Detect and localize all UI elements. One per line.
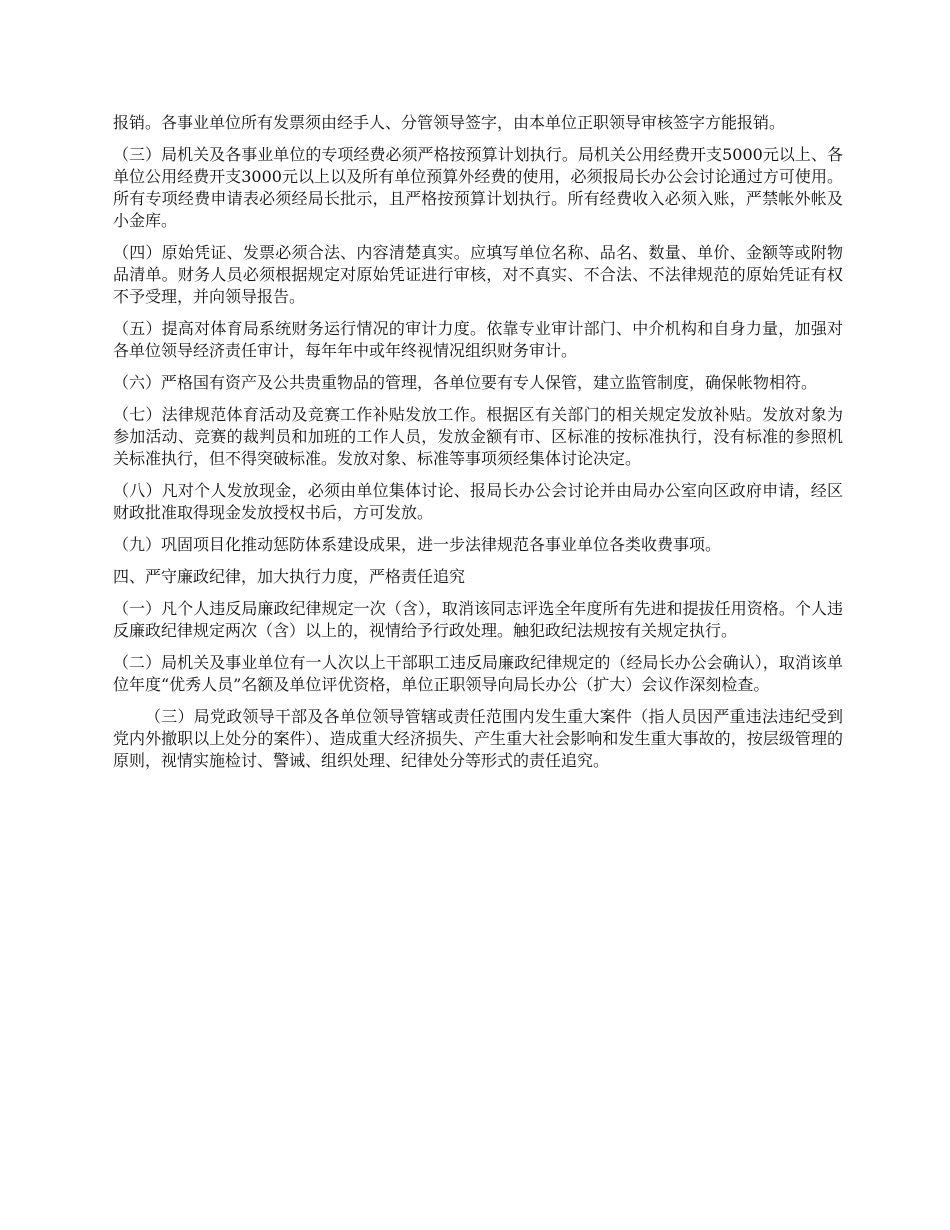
paragraph-unit-violations: （二）局机关及事业单位有一人次以上干部职工违反局廉政纪律规定的（经局长办公会确认），取消该单位年度“优秀人员”名额及单位评优资格，单位正职领导向局长办公（扩大）会议作深刻检查。	[113, 653, 843, 694]
paragraph-audit: （五）提高对体育局系统财务运行情况的审计力度。依靠专业审计部门、中介机构和自身力量，加强对各单位领导经济责任审计，每年年中或年终视情况组织财务审计。	[113, 319, 843, 360]
document-body	[113, 112, 843, 782]
paragraph-cash-payments: （八）凡对个人发放现金，必须由单位集体讨论、报局长办公会讨论并由局办公室向区政府申请，经区财政批准取得现金发放授权书后，方可发放。	[113, 481, 843, 522]
paragraph-fee-regulation: （九）巩固项目化推动惩防体系建设成果，进一步法律规范各事业单位各类收费事项。	[113, 535, 722, 554]
paragraph-subsidies: （七）法律规范体育活动及竞赛工作补贴发放工作。根据区有关部门的相关规定发放补贴。发放对象为参加活动、竞赛的裁判员和加班的工作人员，发放金额有市、区标准的按标准执行，没有标准的参照机关标准执行，但不得突破标准。发放对象、标准等事项须经集体讨论决定。	[113, 405, 843, 468]
paragraph-special-funds: （三）局机关及各事业单位的专项经费必须严格按预算计划执行。局机关公用经费开支5000元以上、各单位公用经费开支3000元以上以及所有单位预算外经费的使用，必须报局长办公会讨论通过方可使用。所有专项经费申请表必须经局长批示，且严格按预算计划执行。所有经费收入必须入账，严禁帐外帐及小金库。	[113, 145, 843, 230]
paragraph-original-vouchers: （四）原始凭证、发票必须合法、内容清楚真实。应填写单位名称、品名、数量、单价、金额等或附物品清单。财务人员必须根据规定对原始凭证进行审核，对不真实、不合法、不法律规范的原始凭证有权不予受理，并向领导报告。	[113, 243, 843, 306]
paragraph-state-assets: （六）严格国有资产及公共贵重物品的管理，各单位要有专人保管，建立监管制度，确保帐物相符。	[113, 373, 818, 392]
paragraph-individual-violations: （一）凡个人违反局廉政纪律规定一次（含），取消该同志评选全年度所有先进和提拔任用资格。个人违反廉政纪律规定两次（含）以上的，视情给予行政处理。触犯政纪法规按有关规定执行。	[113, 599, 843, 640]
paragraph-reimbursement: 报销。各事业单位所有发票须由经手人、分管领导签字，由本单位正职领导审核签字方能报销。	[113, 113, 786, 132]
paragraph-leadership-accountability: （三）局党政领导干部及各单位领导管辖或责任范围内发生重大案件（指人员因严重违法违纪受到党内外撤职以上处分的案件）、造成重大经济损失、产生重大社会影响和发生重大事故的，按层级管理的原则，视情实施检讨、警诫、组织处理、纪律处分等形式的责任追究。	[113, 707, 843, 770]
section-heading-discipline: 四、严守廉政纪律，加大执行力度，严格责任追究	[113, 567, 466, 586]
